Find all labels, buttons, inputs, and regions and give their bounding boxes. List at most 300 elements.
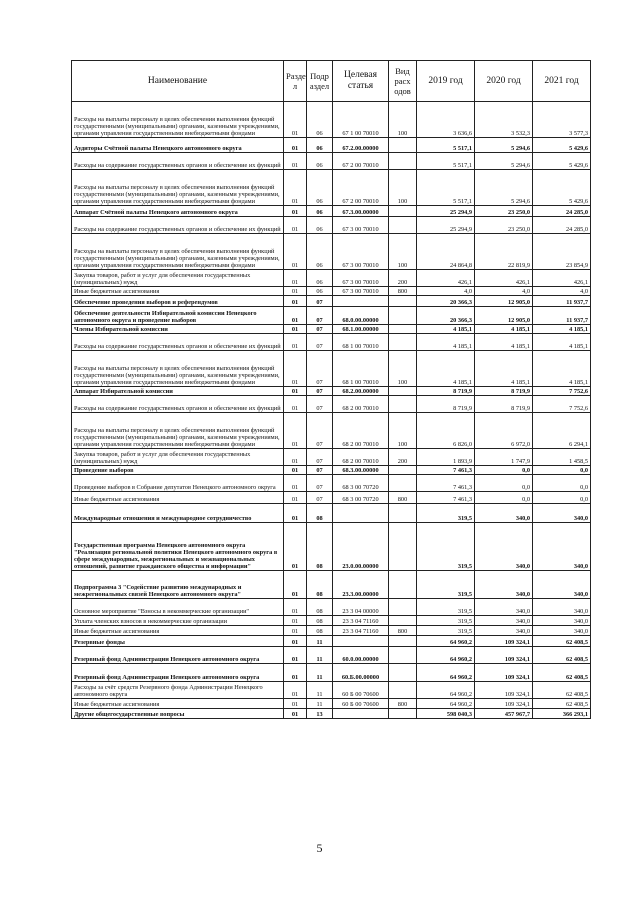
row-razdel: 01 (284, 571, 307, 599)
row-target (333, 504, 389, 523)
row-vid: 800 (389, 287, 417, 296)
row-2020: 0,0 (475, 466, 533, 475)
table-row (72, 492, 591, 504)
row-2021: 4 185,1 (533, 325, 591, 334)
row-2020: 4 185,1 (475, 351, 533, 387)
row-2021: 0,0 (533, 466, 591, 475)
row-razdel: 01 (284, 492, 307, 504)
col-header-razdel: Разде л (284, 61, 307, 102)
row-2019: 64 960,2 (417, 682, 475, 699)
row-2019: 20 366,3 (417, 307, 475, 325)
table-row (72, 296, 591, 307)
row-name: Основное мероприятие "Взносы в некоммерческие организации" (72, 599, 284, 616)
row-target: 67.2.00.00000 (333, 138, 389, 153)
row-2021: 426,1 (533, 270, 591, 287)
row-name: Аппарат Избирательной комиссии (72, 387, 284, 396)
row-podrazdel: 11 (307, 647, 333, 664)
row-name: Международные отношения и международное сотрудничество (72, 504, 284, 523)
row-target: 68 1 00 70010 (333, 351, 389, 387)
row-2019: 6 826,0 (417, 413, 475, 449)
table-row (72, 599, 591, 616)
row-2020: 109 324,1 (475, 647, 533, 664)
row-2019: 319,5 (417, 599, 475, 616)
table-row (72, 571, 591, 599)
row-vid (389, 466, 417, 475)
row-vid (389, 682, 417, 699)
row-2019: 4 185,1 (417, 351, 475, 387)
row-vid (389, 647, 417, 664)
row-podrazdel: 11 (307, 664, 333, 682)
row-2019: 25 294,9 (417, 206, 475, 217)
row-2021: 23 854,9 (533, 234, 591, 270)
row-razdel: 01 (284, 504, 307, 523)
row-podrazdel: 13 (307, 709, 333, 719)
row-2019: 7 461,3 (417, 492, 475, 504)
row-razdel: 01 (284, 217, 307, 234)
row-2021: 340,0 (533, 599, 591, 616)
row-razdel: 01 (284, 234, 307, 270)
row-2021: 4 185,1 (533, 351, 591, 387)
row-2021: 6 294,1 (533, 413, 591, 449)
row-target (333, 636, 389, 647)
row-vid (389, 387, 417, 396)
row-name: Расходы на выплаты персоналу в целях обеспечения выполнения функций государственными (муниципальными) органами, казенными учреждениями, органами управления государственными внебюджетными фондами (72, 413, 284, 449)
row-razdel: 01 (284, 616, 307, 626)
row-2020: 12 905,0 (475, 296, 533, 307)
row-target: 60 Б 00 70600 (333, 682, 389, 699)
row-podrazdel: 08 (307, 523, 333, 571)
row-vid: 100 (389, 102, 417, 138)
row-target: 67 2 00 70010 (333, 153, 389, 170)
row-podrazdel: 07 (307, 466, 333, 475)
row-2020: 23 250,0 (475, 217, 533, 234)
row-vid: 800 (389, 492, 417, 504)
row-2020: 340,0 (475, 616, 533, 626)
row-vid (389, 616, 417, 626)
table-row (72, 206, 591, 217)
row-2020: 340,0 (475, 504, 533, 523)
row-vid (389, 396, 417, 413)
row-razdel: 01 (284, 334, 307, 351)
row-2020: 22 819,9 (475, 234, 533, 270)
row-2021: 0,0 (533, 492, 591, 504)
row-razdel: 01 (284, 599, 307, 616)
row-2021: 62 408,5 (533, 664, 591, 682)
row-vid: 100 (389, 351, 417, 387)
row-name: Другие общегосударственные вопросы (72, 709, 284, 719)
row-2019: 319,5 (417, 616, 475, 626)
row-2020: 109 324,1 (475, 636, 533, 647)
row-2020: 6 972,0 (475, 413, 533, 449)
row-podrazdel: 06 (307, 217, 333, 234)
row-target: 23 3 04 71160 (333, 626, 389, 636)
row-name: Расходы на выплаты персоналу в целях обеспечения выполнения функций государственными (муниципальными) органами, казенными учреждениями, органами управления государственными внебюджетными фондами (72, 351, 284, 387)
row-2020: 109 324,1 (475, 664, 533, 682)
row-2021: 340,0 (533, 504, 591, 523)
row-target: 68 2 00 70010 (333, 449, 389, 466)
row-target: 23 3 04 71160 (333, 616, 389, 626)
row-name: Расходы на содержание государственных органов и обеспечение их функций (72, 217, 284, 234)
table-row (72, 334, 591, 351)
row-2021: 11 937,7 (533, 296, 591, 307)
row-name: Расходы на содержание государственных органов и обеспечение их функций (72, 334, 284, 351)
row-2019: 8 719,9 (417, 396, 475, 413)
table-row (72, 466, 591, 475)
table-row (72, 523, 591, 571)
row-2019: 5 517,1 (417, 153, 475, 170)
col-header-vid: Вид расх одов (389, 61, 417, 102)
row-2020: 23 250,0 (475, 206, 533, 217)
row-2020: 457 967,7 (475, 709, 533, 719)
table-row (72, 647, 591, 664)
row-razdel: 01 (284, 351, 307, 387)
row-2020: 1 747,9 (475, 449, 533, 466)
row-vid (389, 599, 417, 616)
row-2021: 62 408,5 (533, 647, 591, 664)
row-podrazdel: 06 (307, 234, 333, 270)
row-name: Закупка товаров, работ и услуг для обеспечения государственных (муниципальных) нужд (72, 270, 284, 287)
row-2020: 340,0 (475, 571, 533, 599)
row-2019: 3 636,6 (417, 102, 475, 138)
row-2021: 24 285,0 (533, 217, 591, 234)
row-name: Резервный фонд Администрации Ненецкого автономного округа (72, 664, 284, 682)
row-2020: 426,1 (475, 270, 533, 287)
col-header-2021: 2021 год (533, 61, 591, 102)
row-2020: 12 905,0 (475, 307, 533, 325)
row-name: Проведение выборов в Собрание депутатов Ненецкого автономного округа (72, 475, 284, 492)
col-header-podrazdel: Подр аздел (307, 61, 333, 102)
row-2020: 340,0 (475, 599, 533, 616)
row-2020: 5 294,6 (475, 138, 533, 153)
row-podrazdel: 06 (307, 138, 333, 153)
row-razdel: 01 (284, 307, 307, 325)
row-2019: 20 366,3 (417, 296, 475, 307)
page-number: 5 (316, 841, 323, 855)
row-name: Обеспечение проведения выборов и референдумов (72, 296, 284, 307)
table-row (72, 307, 591, 325)
row-vid: 100 (389, 413, 417, 449)
row-target: 67 3 00 70010 (333, 234, 389, 270)
row-vid (389, 334, 417, 351)
row-vid: 200 (389, 449, 417, 466)
row-2019: 24 864,8 (417, 234, 475, 270)
table-body (72, 102, 591, 719)
row-2020: 0,0 (475, 475, 533, 492)
row-2021: 340,0 (533, 616, 591, 626)
row-vid (389, 153, 417, 170)
row-2020: 8 719,9 (475, 396, 533, 413)
row-razdel: 01 (284, 709, 307, 719)
table-row (72, 270, 591, 287)
row-podrazdel: 07 (307, 413, 333, 449)
row-target: 68 2 00 70010 (333, 396, 389, 413)
row-2019: 5 517,1 (417, 138, 475, 153)
row-razdel: 01 (284, 636, 307, 647)
row-target: 67 2 00 70010 (333, 170, 389, 206)
row-2020: 5 294,6 (475, 170, 533, 206)
row-name: Члены Избирательной комиссии (72, 325, 284, 334)
row-razdel: 01 (284, 153, 307, 170)
row-podrazdel: 07 (307, 449, 333, 466)
row-target: 60 Б 00 70600 (333, 699, 389, 709)
row-podrazdel: 06 (307, 170, 333, 206)
row-vid (389, 571, 417, 599)
row-2021: 4,0 (533, 287, 591, 296)
row-2019: 319,5 (417, 571, 475, 599)
table-row (72, 504, 591, 523)
row-razdel: 01 (284, 396, 307, 413)
row-2021: 62 408,5 (533, 636, 591, 647)
col-header-name: Наименование (72, 61, 284, 102)
row-vid (389, 664, 417, 682)
row-podrazdel: 08 (307, 626, 333, 636)
row-target: 67 1 00 70010 (333, 102, 389, 138)
row-vid: 100 (389, 234, 417, 270)
row-2021: 5 429,6 (533, 138, 591, 153)
row-2020: 4 185,1 (475, 334, 533, 351)
row-2019: 64 960,2 (417, 664, 475, 682)
row-vid (389, 709, 417, 719)
row-podrazdel: 07 (307, 307, 333, 325)
row-target: 68 2 00 70010 (333, 413, 389, 449)
row-razdel: 01 (284, 626, 307, 636)
row-target: 68 3 00 70720 (333, 492, 389, 504)
row-target: 23.3.00.00000 (333, 571, 389, 599)
row-razdel: 01 (284, 523, 307, 571)
row-razdel: 01 (284, 325, 307, 334)
row-name: Иные бюджетные ассигнования (72, 492, 284, 504)
row-podrazdel: 07 (307, 387, 333, 396)
row-2019: 64 960,2 (417, 647, 475, 664)
row-podrazdel: 11 (307, 682, 333, 699)
table-header-row (72, 61, 591, 102)
table-row (72, 351, 591, 387)
row-target: 23.0.00.00000 (333, 523, 389, 571)
table-row (72, 170, 591, 206)
row-target: 23 3 04 00000 (333, 599, 389, 616)
row-2019: 7 461,3 (417, 466, 475, 475)
row-name: Иные бюджетные ассигнования (72, 287, 284, 296)
table-row (72, 709, 591, 719)
table-row (72, 664, 591, 682)
row-2021: 24 285,0 (533, 206, 591, 217)
row-target: 68.2.00.00000 (333, 387, 389, 396)
row-name: Расходы на выплаты персоналу в целях обеспечения выполнения функций государственными (муниципальными) органами, казенными учреждениями, органами управления государственными внебюджетными фондами (72, 234, 284, 270)
table-row (72, 234, 591, 270)
row-2019: 598 040,3 (417, 709, 475, 719)
row-vid: 100 (389, 170, 417, 206)
row-razdel: 01 (284, 102, 307, 138)
row-podrazdel: 07 (307, 396, 333, 413)
row-name: Аудиторы Счётной палаты Ненецкого автономного округа (72, 138, 284, 153)
row-2020: 4,0 (475, 287, 533, 296)
row-name: Расходы за счёт средств Резервного фонда Администрации Ненецкого автономного округа (72, 682, 284, 699)
row-2020: 340,0 (475, 626, 533, 636)
table-row (72, 475, 591, 492)
table-row (72, 449, 591, 466)
row-2019: 4 185,1 (417, 325, 475, 334)
row-podrazdel: 07 (307, 475, 333, 492)
table-row (72, 699, 591, 709)
row-vid (389, 325, 417, 334)
budget-table-container (71, 60, 590, 719)
row-podrazdel: 07 (307, 296, 333, 307)
row-razdel: 01 (284, 270, 307, 287)
row-2019: 4,0 (417, 287, 475, 296)
row-target: 68 1 00 70010 (333, 334, 389, 351)
row-2019: 64 960,2 (417, 636, 475, 647)
row-target: 68.1.00.00000 (333, 325, 389, 334)
row-2019: 8 719,9 (417, 387, 475, 396)
row-razdel: 01 (284, 664, 307, 682)
row-podrazdel: 06 (307, 206, 333, 217)
row-podrazdel: 08 (307, 616, 333, 626)
row-razdel: 01 (284, 413, 307, 449)
row-vid: 800 (389, 699, 417, 709)
row-podrazdel: 07 (307, 492, 333, 504)
row-razdel: 01 (284, 287, 307, 296)
row-vid (389, 523, 417, 571)
row-2020: 5 294,6 (475, 153, 533, 170)
row-2019: 64 960,2 (417, 699, 475, 709)
row-2020: 4 185,1 (475, 325, 533, 334)
row-podrazdel: 08 (307, 504, 333, 523)
row-name: Аппарат Счётной палаты Ненецкого автономного округа (72, 206, 284, 217)
row-razdel: 01 (284, 387, 307, 396)
row-podrazdel: 06 (307, 287, 333, 296)
table-row (72, 626, 591, 636)
row-name: Уплата членских взносов в некоммерческие организации (72, 616, 284, 626)
row-target: 67 3 00 70010 (333, 270, 389, 287)
row-razdel: 01 (284, 206, 307, 217)
row-vid (389, 138, 417, 153)
row-2020: 3 532,3 (475, 102, 533, 138)
row-razdel: 01 (284, 296, 307, 307)
row-razdel: 01 (284, 449, 307, 466)
row-name: Подпрограмма 3 "Содействие развитию международных и межрегиональных связей Ненецкого автономного округа" (72, 571, 284, 599)
row-2021: 11 937,7 (533, 307, 591, 325)
row-podrazdel: 07 (307, 351, 333, 387)
row-razdel: 01 (284, 466, 307, 475)
row-target: 67 3 00 70010 (333, 287, 389, 296)
row-podrazdel: 06 (307, 102, 333, 138)
row-podrazdel: 07 (307, 334, 333, 351)
row-podrazdel: 08 (307, 599, 333, 616)
row-2020: 0,0 (475, 492, 533, 504)
row-target: 68 3 00 70720 (333, 475, 389, 492)
row-razdel: 01 (284, 682, 307, 699)
row-name: Резервные фонды (72, 636, 284, 647)
row-2021: 5 429,6 (533, 170, 591, 206)
row-target: 67.3.00.00000 (333, 206, 389, 217)
row-2021: 7 752,6 (533, 387, 591, 396)
row-name: Проведение выборов (72, 466, 284, 475)
table-row (72, 396, 591, 413)
row-target (333, 709, 389, 719)
table-row (72, 636, 591, 647)
row-vid (389, 217, 417, 234)
row-2019: 1 893,9 (417, 449, 475, 466)
row-vid (389, 206, 417, 217)
row-2019: 7 461,3 (417, 475, 475, 492)
row-name: Расходы на содержание государственных органов и обеспечение их функций (72, 396, 284, 413)
table-row (72, 287, 591, 296)
table-row (72, 138, 591, 153)
col-header-2019: 2019 год (417, 61, 475, 102)
row-target: 67 3 00 70010 (333, 217, 389, 234)
row-name: Иные бюджетные ассигнования (72, 699, 284, 709)
table-row (72, 682, 591, 699)
row-2021: 5 429,6 (533, 153, 591, 170)
row-vid (389, 307, 417, 325)
row-vid (389, 636, 417, 647)
col-header-target: Целевая статья (333, 61, 389, 102)
table-row (72, 387, 591, 396)
budget-table (71, 60, 591, 719)
row-2019: 319,5 (417, 504, 475, 523)
row-podrazdel: 06 (307, 270, 333, 287)
row-podrazdel: 07 (307, 325, 333, 334)
row-vid: 800 (389, 626, 417, 636)
row-2021: 7 752,6 (533, 396, 591, 413)
row-razdel: 01 (284, 699, 307, 709)
row-podrazdel: 11 (307, 699, 333, 709)
row-name: Расходы на выплаты персоналу в целях обеспечения выполнения функций государственными (муниципальными) органами, казенными учреждениями, органами управления государственными внебюджетными фондами (72, 170, 284, 206)
row-vid: 200 (389, 270, 417, 287)
table-row (72, 413, 591, 449)
row-2020: 109 324,1 (475, 682, 533, 699)
row-2019: 5 517,1 (417, 170, 475, 206)
row-2021: 340,0 (533, 523, 591, 571)
row-2021: 340,0 (533, 571, 591, 599)
row-2019: 4 185,1 (417, 334, 475, 351)
row-name: Обеспечение деятельности Избирательной комиссии Ненецкого автономного округа и проведение выборов (72, 307, 284, 325)
row-target: 60.Б.00.00000 (333, 664, 389, 682)
row-name: Иные бюджетные ассигнования (72, 626, 284, 636)
row-2021: 62 408,5 (533, 699, 591, 709)
row-target: 68.0.00.00000 (333, 307, 389, 325)
row-name: Государственная программа Ненецкого автономного округа "Реализация региональной политики Ненецкого автономного округа в сфере международных, межрегиональных и межнациональных отношений, развитие гражданского общества и информации" (72, 523, 284, 571)
row-vid (389, 296, 417, 307)
row-2021: 340,0 (533, 626, 591, 636)
row-2021: 62 408,5 (533, 682, 591, 699)
row-2020: 109 324,1 (475, 699, 533, 709)
row-2021: 1 458,5 (533, 449, 591, 466)
table-row (72, 325, 591, 334)
row-2020: 8 719,9 (475, 387, 533, 396)
row-name: Резервный фонд Администрации Ненецкого автономного округа (72, 647, 284, 664)
row-name: Закупка товаров, работ и услуг для обеспечения государственных (муниципальных) нужд (72, 449, 284, 466)
col-header-2020: 2020 год (475, 61, 533, 102)
table-row (72, 153, 591, 170)
row-2020: 340,0 (475, 523, 533, 571)
row-2021: 3 577,3 (533, 102, 591, 138)
row-target: 68.3.00.00000 (333, 466, 389, 475)
table-row (72, 217, 591, 234)
row-vid (389, 504, 417, 523)
row-2021: 0,0 (533, 475, 591, 492)
row-2019: 319,5 (417, 523, 475, 571)
table-row (72, 616, 591, 626)
row-razdel: 01 (284, 170, 307, 206)
row-name: Расходы на выплаты персоналу в целях обеспечения выполнения функций государственными (муниципальными) органами, казенными учреждениями, органами управления государственными внебюджетными фондами (72, 102, 284, 138)
row-podrazdel: 08 (307, 571, 333, 599)
row-razdel: 01 (284, 475, 307, 492)
row-razdel: 01 (284, 647, 307, 664)
row-podrazdel: 06 (307, 153, 333, 170)
row-2019: 426,1 (417, 270, 475, 287)
row-vid (389, 475, 417, 492)
